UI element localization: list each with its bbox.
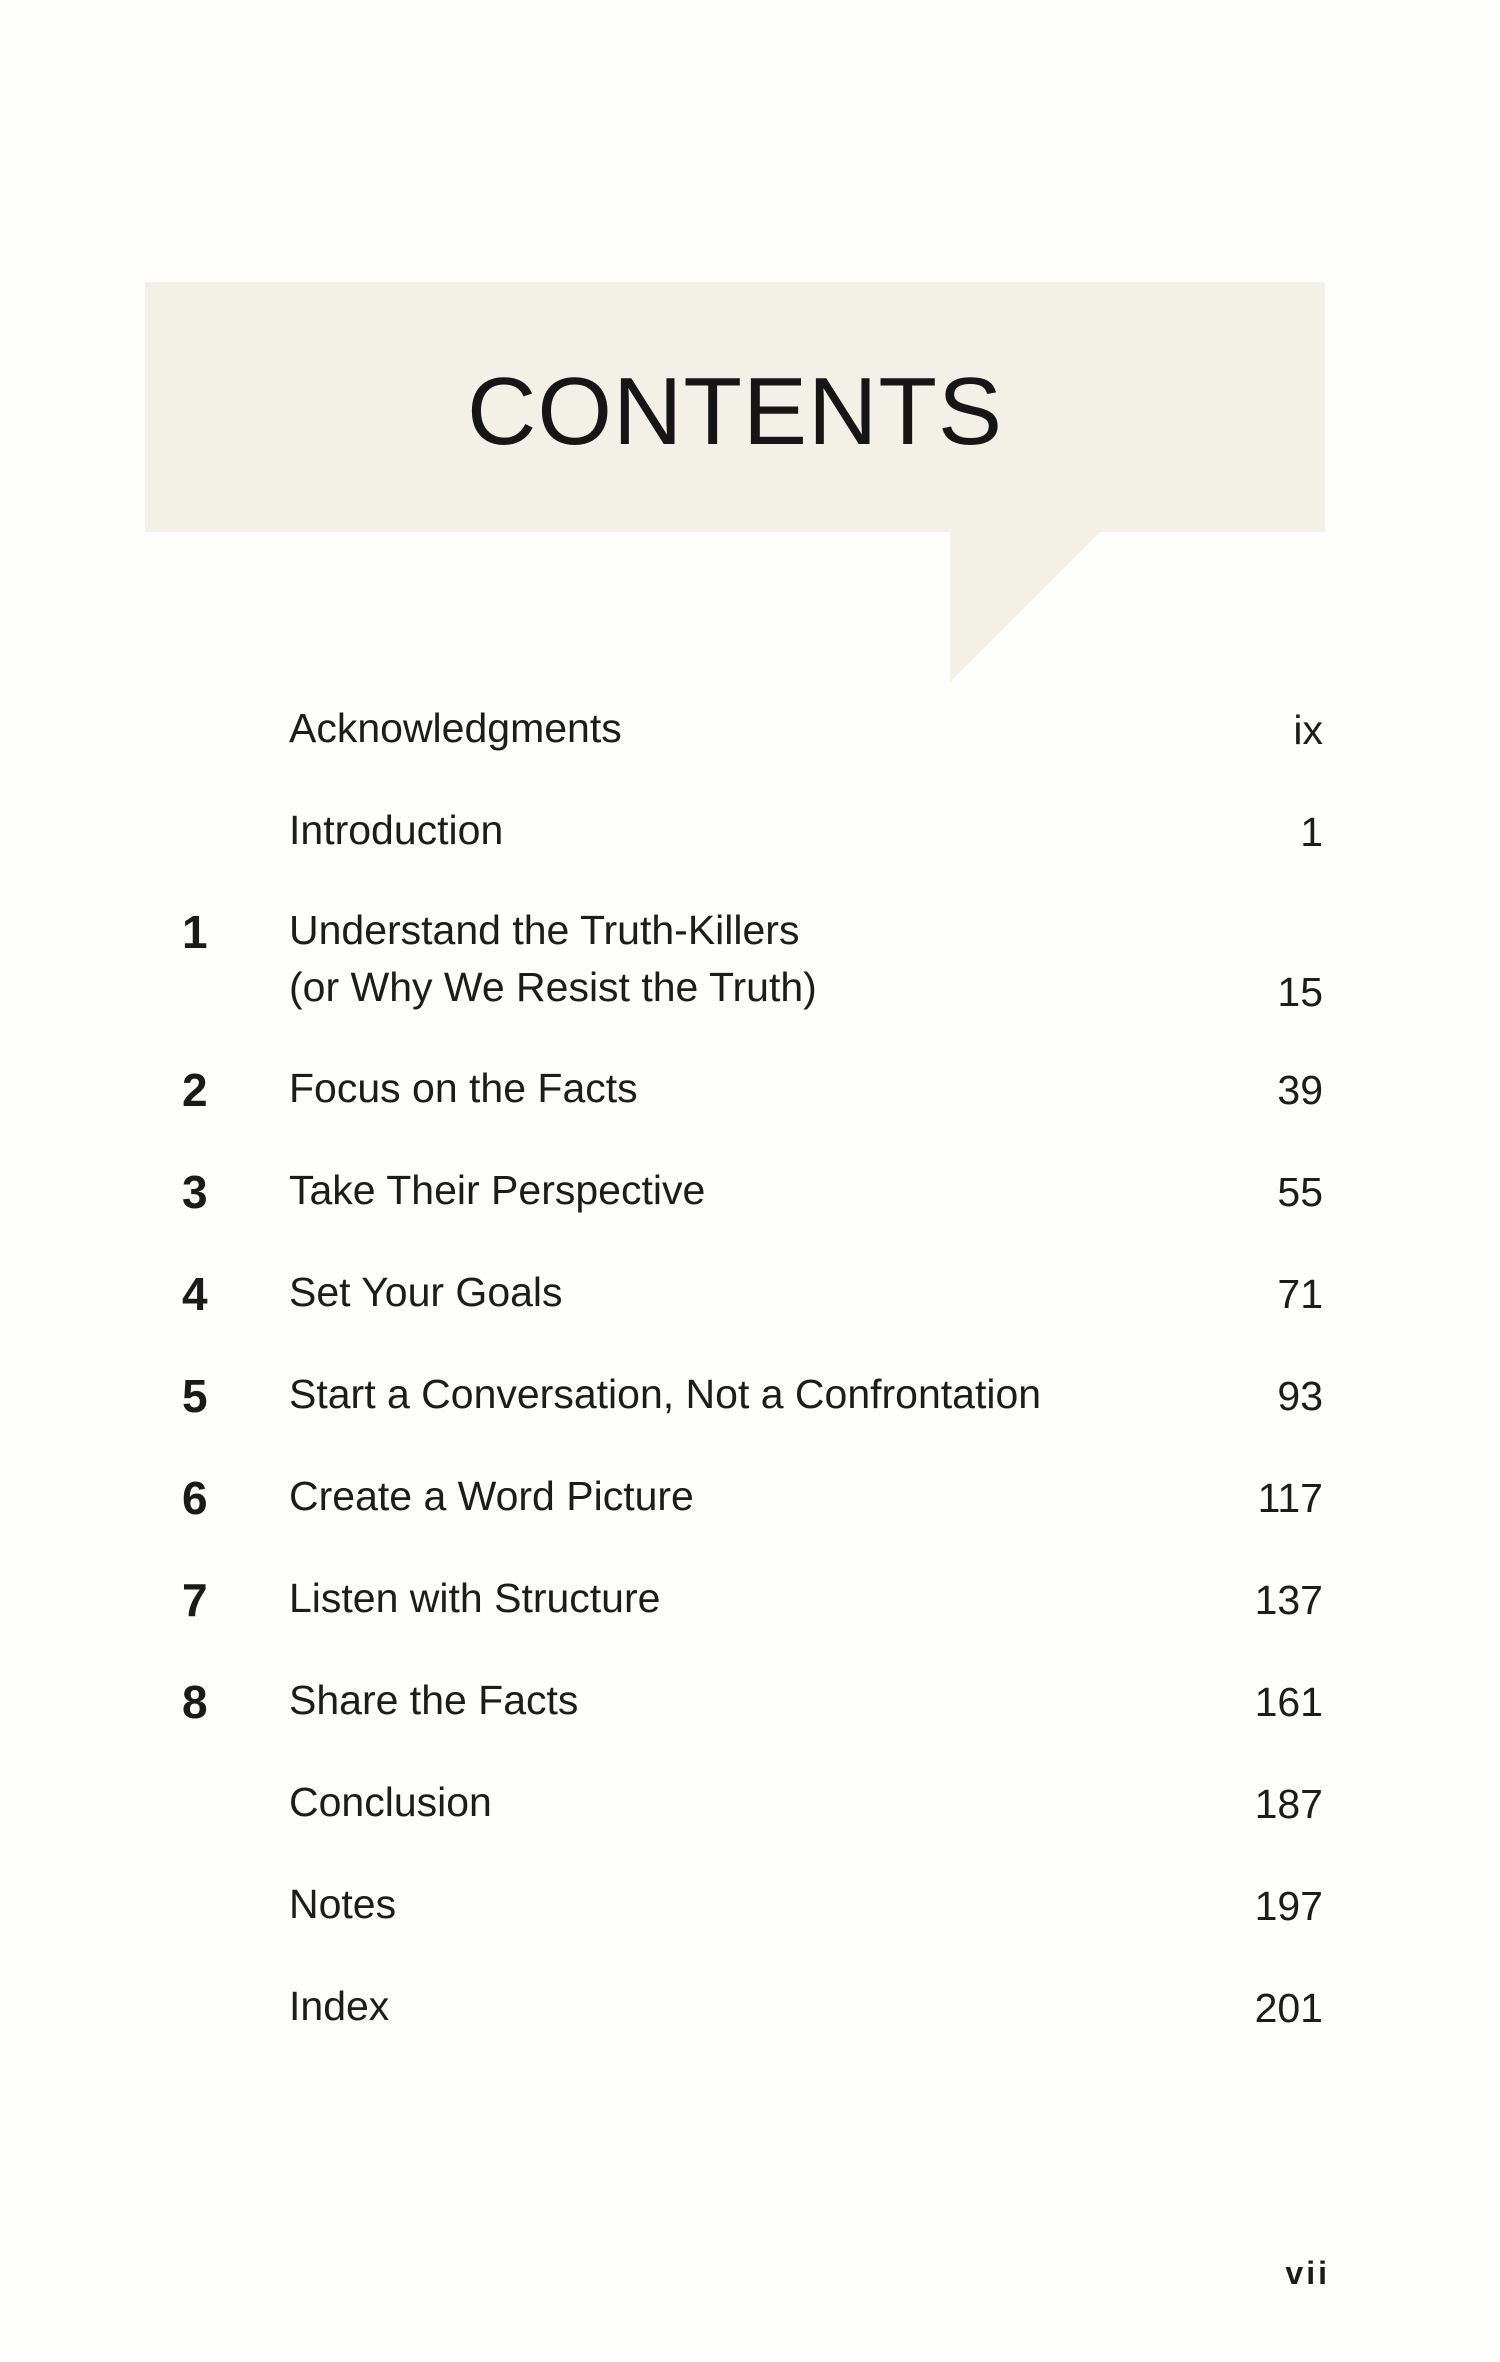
chapter-number: 6 xyxy=(182,1472,208,1524)
toc-entry-conclusion xyxy=(0,1774,1500,1834)
chapter-number: 1 xyxy=(182,906,208,958)
entry-title: Understand the Truth-Killers xyxy=(289,907,800,953)
entry-title: Introduction xyxy=(289,807,504,853)
toc-entry-notes xyxy=(0,1876,1500,1936)
page-number: 137 xyxy=(1254,1577,1323,1623)
page-number: 1 xyxy=(1300,809,1323,855)
toc-entry-chapter-1 xyxy=(0,902,1500,1022)
page-number: 197 xyxy=(1254,1883,1323,1929)
page-number: 71 xyxy=(1277,1271,1323,1317)
toc-entry-chapter-3 xyxy=(0,1162,1500,1222)
chapter-number: 5 xyxy=(182,1370,208,1422)
entry-title: Take Their Perspective xyxy=(289,1167,706,1213)
toc-entry-introduction xyxy=(0,802,1500,862)
page-number: 117 xyxy=(1257,1475,1323,1521)
page-number: 187 xyxy=(1254,1781,1323,1827)
chapter-number: 7 xyxy=(182,1574,208,1626)
page-number: 39 xyxy=(1277,1067,1323,1113)
page-title: CONTENTS xyxy=(467,358,1003,465)
toc-entry-chapter-7 xyxy=(0,1570,1500,1630)
page-number: 55 xyxy=(1277,1169,1323,1215)
entry-title: Notes xyxy=(289,1881,397,1927)
entry-title: Set Your Goals xyxy=(289,1269,563,1315)
entry-title: Listen with Structure xyxy=(289,1575,661,1621)
entry-title: Share the Facts xyxy=(289,1677,579,1723)
toc-entry-chapter-5 xyxy=(0,1366,1500,1426)
page-folio: vii xyxy=(1285,2255,1330,2291)
chapter-number: 4 xyxy=(182,1268,208,1320)
page-number: 15 xyxy=(1277,969,1323,1015)
chapter-number: 2 xyxy=(182,1064,208,1116)
entry-title: Focus on the Facts xyxy=(289,1065,638,1111)
chapter-number: 8 xyxy=(182,1676,208,1728)
entry-title: Create a Word Picture xyxy=(289,1473,694,1519)
entry-title: Acknowledgments xyxy=(289,705,622,751)
page-number: ix xyxy=(1293,707,1323,753)
toc-entry-chapter-4 xyxy=(0,1264,1500,1324)
toc-entry-chapter-6 xyxy=(0,1468,1500,1528)
page-number: 161 xyxy=(1254,1679,1323,1725)
entry-title-continued: (or Why We Resist the Truth) xyxy=(289,964,817,1010)
toc-entry-chapter-8 xyxy=(0,1672,1500,1732)
entry-title: Conclusion xyxy=(289,1779,492,1825)
title-banner-tail xyxy=(950,532,1100,682)
chapter-number: 3 xyxy=(182,1166,208,1218)
entry-title: Start a Conversation, Not a Confrontation xyxy=(289,1371,1042,1417)
toc-entry-index xyxy=(0,1978,1500,2038)
toc-entry-chapter-2 xyxy=(0,1060,1500,1120)
page-number: 201 xyxy=(1254,1985,1323,2031)
entry-title: Index xyxy=(289,1983,390,2029)
toc-entry-acknowledgments xyxy=(0,700,1500,760)
page-number: 93 xyxy=(1277,1373,1323,1419)
